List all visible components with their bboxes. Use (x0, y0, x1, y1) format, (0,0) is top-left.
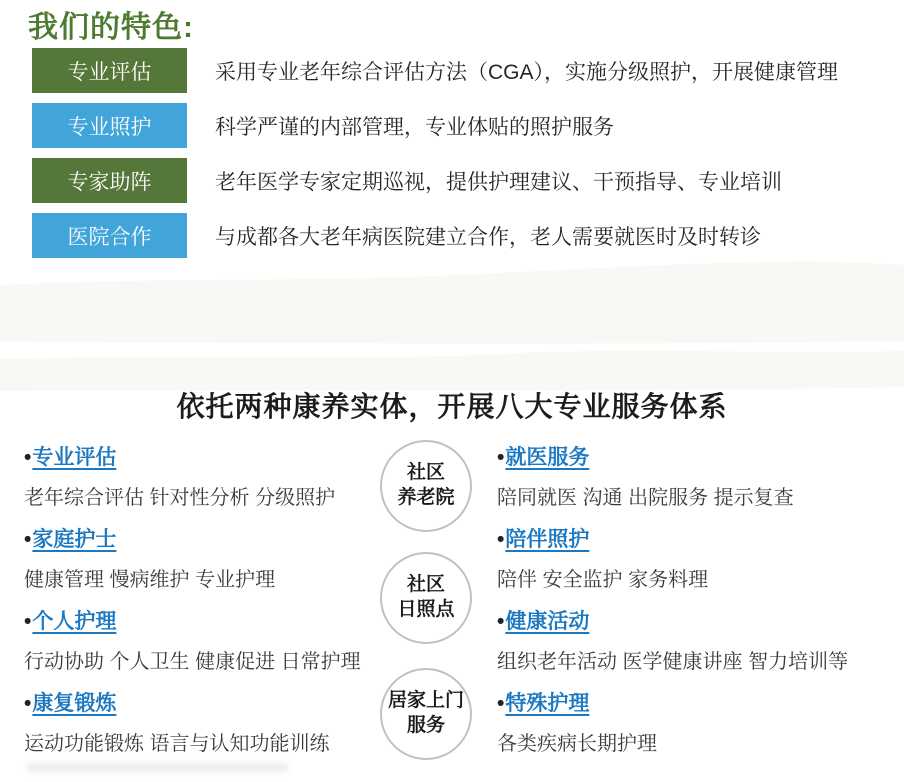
entity-circle-home-visit-service (380, 668, 472, 760)
service-item (497, 605, 897, 673)
service-head (497, 523, 897, 553)
bullet-icon: • (497, 610, 505, 633)
service-link[interactable]: 康复锻炼 (32, 692, 117, 715)
circle-label-line2: 服务 (406, 715, 445, 736)
service-head (24, 523, 369, 553)
service-head (497, 441, 897, 471)
bullet-icon: • (497, 692, 505, 715)
service-item (24, 523, 369, 591)
features-title: 我们的特色: (28, 11, 194, 44)
service-link[interactable]: 就医服务 (505, 446, 590, 469)
circle-label-line2: 养老院 (397, 487, 455, 508)
service-link[interactable]: 陪伴照护 (505, 528, 590, 551)
feature-desc: 采用专业老年综合评估方法（CGA），实施分级照护，开展健康管理 (215, 60, 839, 84)
circle-label-line1: 社区 (406, 462, 445, 484)
service-column-right (497, 441, 897, 769)
service-desc: 组织老年活动 医学健康讲座 智力培训等 (497, 651, 849, 673)
service-head (24, 605, 369, 635)
bullet-icon: • (24, 610, 32, 633)
service-link[interactable]: 健康活动 (505, 610, 590, 633)
service-item (24, 687, 369, 755)
bullet-icon: • (24, 528, 32, 551)
bullet-icon: • (24, 692, 32, 715)
feature-row (32, 48, 838, 93)
cutoff-artifact (26, 763, 288, 772)
service-item (497, 441, 897, 509)
feature-label-box (32, 103, 187, 148)
entity-circle-community-nursing-home (380, 440, 472, 532)
feature-label: 医院合作 (67, 225, 152, 249)
bullet-icon: • (24, 446, 32, 469)
services-title: 依托两种康养实体，开展八大专业服务体系 (176, 391, 728, 422)
feature-desc: 老年医学专家定期巡视，提供护理建议、干预指导、专业培训 (215, 170, 782, 194)
circle-label-line1: 居家上门 (387, 690, 464, 712)
service-link[interactable]: 家庭护士 (32, 528, 117, 551)
entity-circle-community-daycare (380, 552, 472, 644)
service-head (497, 605, 897, 635)
features-list (32, 48, 838, 268)
circle-label-line1: 社区 (406, 574, 445, 596)
feature-label-box (32, 213, 187, 258)
feature-desc: 与成都各大老年病医院建立合作，老人需要就医时及时转诊 (215, 225, 761, 249)
feature-row (32, 213, 838, 258)
service-item (24, 605, 369, 673)
service-desc: 陪同就医 沟通 出院服务 提示复查 (497, 487, 794, 509)
feature-label: 专业评估 (67, 60, 152, 84)
service-item (497, 687, 897, 755)
feature-label: 专业照护 (67, 115, 152, 139)
service-head (24, 687, 369, 717)
service-desc: 行动协助 个人卫生 健康促进 日常护理 (24, 651, 361, 673)
service-item (24, 441, 369, 509)
service-link[interactable]: 特殊护理 (505, 692, 590, 715)
service-head (497, 687, 897, 717)
service-column-left (24, 441, 369, 769)
service-desc: 健康管理 慢病维护 专业护理 (24, 569, 276, 591)
bullet-icon: • (497, 528, 505, 551)
feature-label-box (32, 158, 187, 203)
service-desc: 陪伴 安全监护 家务料理 (497, 569, 709, 591)
service-desc: 各类疾病长期护理 (497, 733, 657, 755)
feature-row (32, 158, 838, 203)
service-head (24, 441, 369, 471)
circle-label-line2: 日照点 (397, 599, 455, 620)
service-desc: 老年综合评估 针对性分析 分级照护 (24, 487, 336, 509)
service-link[interactable]: 个人护理 (32, 610, 117, 633)
service-link[interactable]: 专业评估 (32, 446, 117, 469)
feature-row (32, 103, 838, 148)
feature-label: 专家助阵 (67, 170, 152, 194)
service-desc: 运动功能锻炼 语言与认知功能训练 (24, 733, 330, 755)
feature-label-box (32, 48, 187, 93)
service-item (497, 523, 897, 591)
bullet-icon: • (497, 446, 505, 469)
background-wave (0, 255, 904, 395)
feature-desc: 科学严谨的内部管理，专业体贴的照护服务 (215, 115, 614, 139)
